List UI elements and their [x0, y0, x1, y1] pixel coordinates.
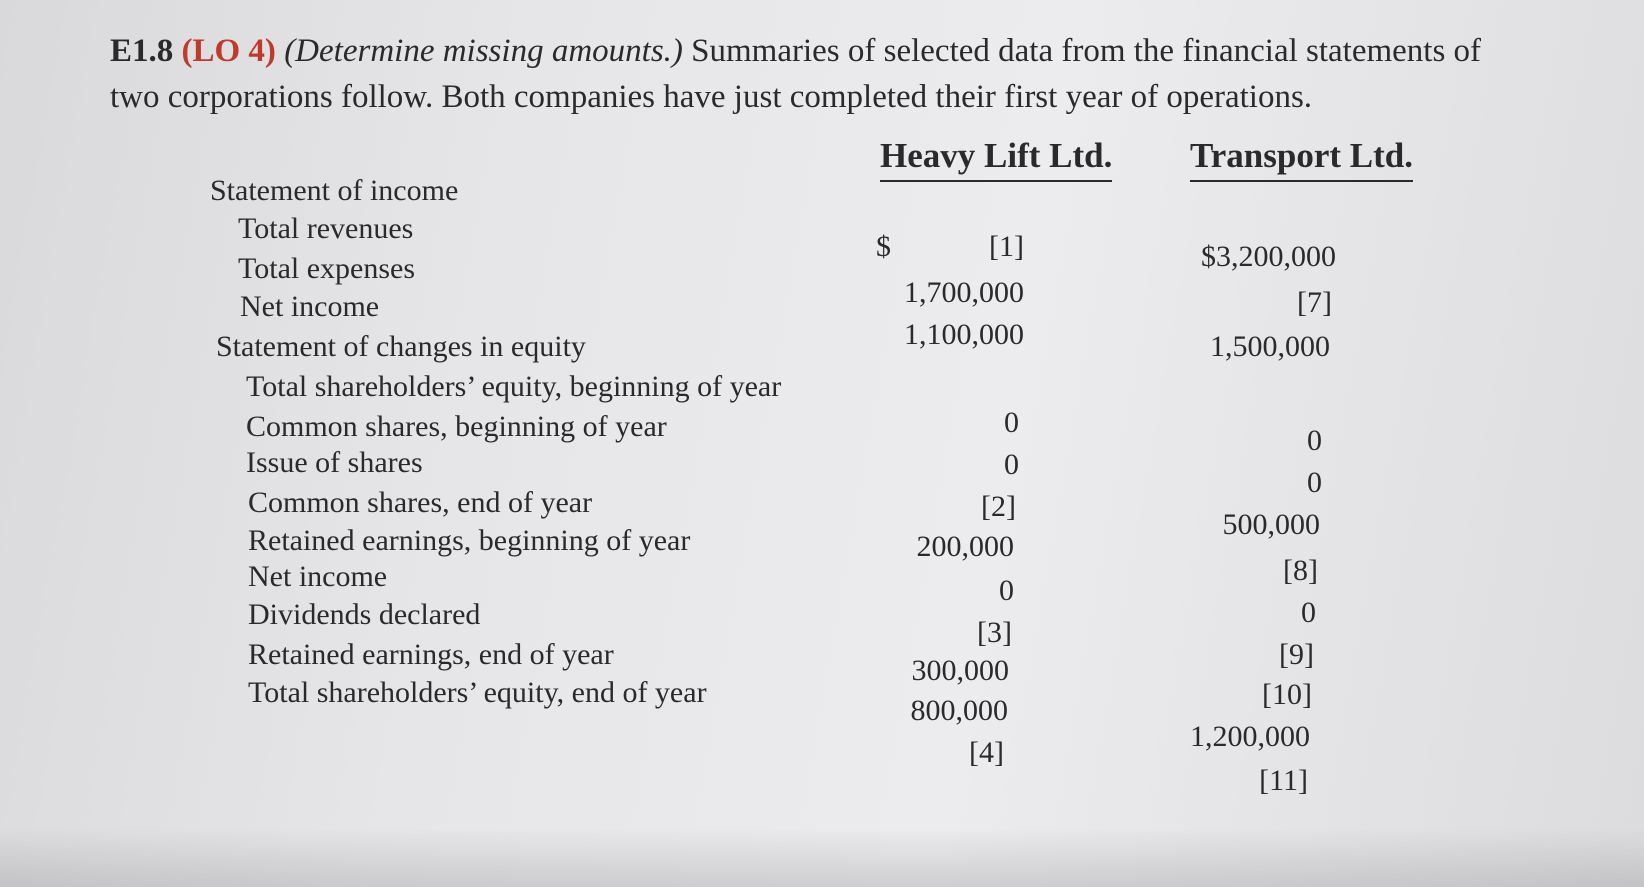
row-label-common-shares-beginning: Common shares, beginning of year — [246, 410, 667, 443]
transport-net-income: 1,500,000 — [1210, 330, 1330, 363]
transport-total-revenues: $3,200,000 — [1201, 240, 1336, 273]
row-label-total-expenses: Total expenses — [238, 252, 416, 285]
heavy-lift-equity-end: [4] — [969, 736, 1004, 769]
transport-common-shares-beginning: 0 — [1307, 466, 1322, 499]
heavy-lift-total-revenues: [1] — [989, 230, 1024, 263]
heavy-lift-common-shares-end: 200,000 — [916, 530, 1014, 563]
row-label-total-revenues: Total revenues — [238, 212, 414, 245]
row-label-net-income-2: Net income — [248, 560, 388, 593]
transport-common-shares-end: [8] — [1283, 554, 1318, 587]
transport-net-income-2: [9] — [1279, 638, 1314, 671]
transport-issue-of-shares: 500,000 — [1222, 508, 1320, 541]
transport-retained-earnings-beginning: 0 — [1301, 596, 1316, 629]
heavy-lift-issue-of-shares: [2] — [981, 490, 1016, 523]
intro-line-1: Summaries of selected data from the financial statements of — [691, 33, 1482, 69]
section-changes-in-equity: Statement of changes in equity — [216, 330, 586, 363]
row-label-retained-earnings-beginning: Retained earnings, beginning of year — [248, 524, 691, 557]
transport-equity-end: [11] — [1259, 764, 1308, 797]
row-label-dividends-declared: Dividends declared — [248, 598, 481, 631]
row-label-equity-end: Total shareholders’ equity, end of year — [248, 676, 707, 709]
heavy-lift-common-shares-beginning: 0 — [1004, 448, 1019, 481]
row-label-net-income: Net income — [240, 290, 380, 323]
transport-retained-earnings-end: 1,200,000 — [1190, 720, 1310, 753]
row-label-retained-earnings-end: Retained earnings, end of year — [248, 638, 614, 671]
exercise-code: E1.8 — [110, 33, 174, 69]
exercise-intro — [110, 28, 1610, 120]
intro-line-2: two corporations follow. Both companies have just completed their first year of operations. — [110, 79, 1313, 115]
heavy-lift-net-income: 1,100,000 — [904, 318, 1024, 351]
dollar-sign-heavy-lift: $ — [876, 230, 891, 263]
heavy-lift-dividends-declared: 300,000 — [911, 654, 1009, 687]
page-shadow — [0, 827, 1644, 887]
heavy-lift-retained-earnings-end: 800,000 — [910, 694, 1008, 727]
heavy-lift-retained-earnings-beginning: 0 — [999, 574, 1014, 607]
row-label-common-shares-end: Common shares, end of year — [248, 486, 593, 519]
section-statement-of-income: Statement of income — [210, 174, 459, 207]
heavy-lift-net-income-2: [3] — [977, 616, 1012, 649]
row-label-equity-beginning: Total shareholders’ equity, beginning of year — [246, 370, 782, 403]
row-label-issue-of-shares: Issue of shares — [246, 446, 423, 479]
column-header-transport: Transport Ltd. — [1190, 136, 1413, 182]
learning-objective: (LO 4) — [181, 33, 276, 69]
transport-total-expenses: [7] — [1297, 286, 1332, 319]
transport-equity-beginning: 0 — [1307, 424, 1322, 457]
exercise-title: (Determine missing amounts.) — [284, 33, 683, 69]
transport-dividends-declared: [10] — [1262, 678, 1312, 711]
heavy-lift-equity-beginning: 0 — [1004, 406, 1019, 439]
heavy-lift-total-expenses: 1,700,000 — [904, 276, 1024, 309]
column-header-heavy-lift: Heavy Lift Ltd. — [880, 136, 1112, 182]
